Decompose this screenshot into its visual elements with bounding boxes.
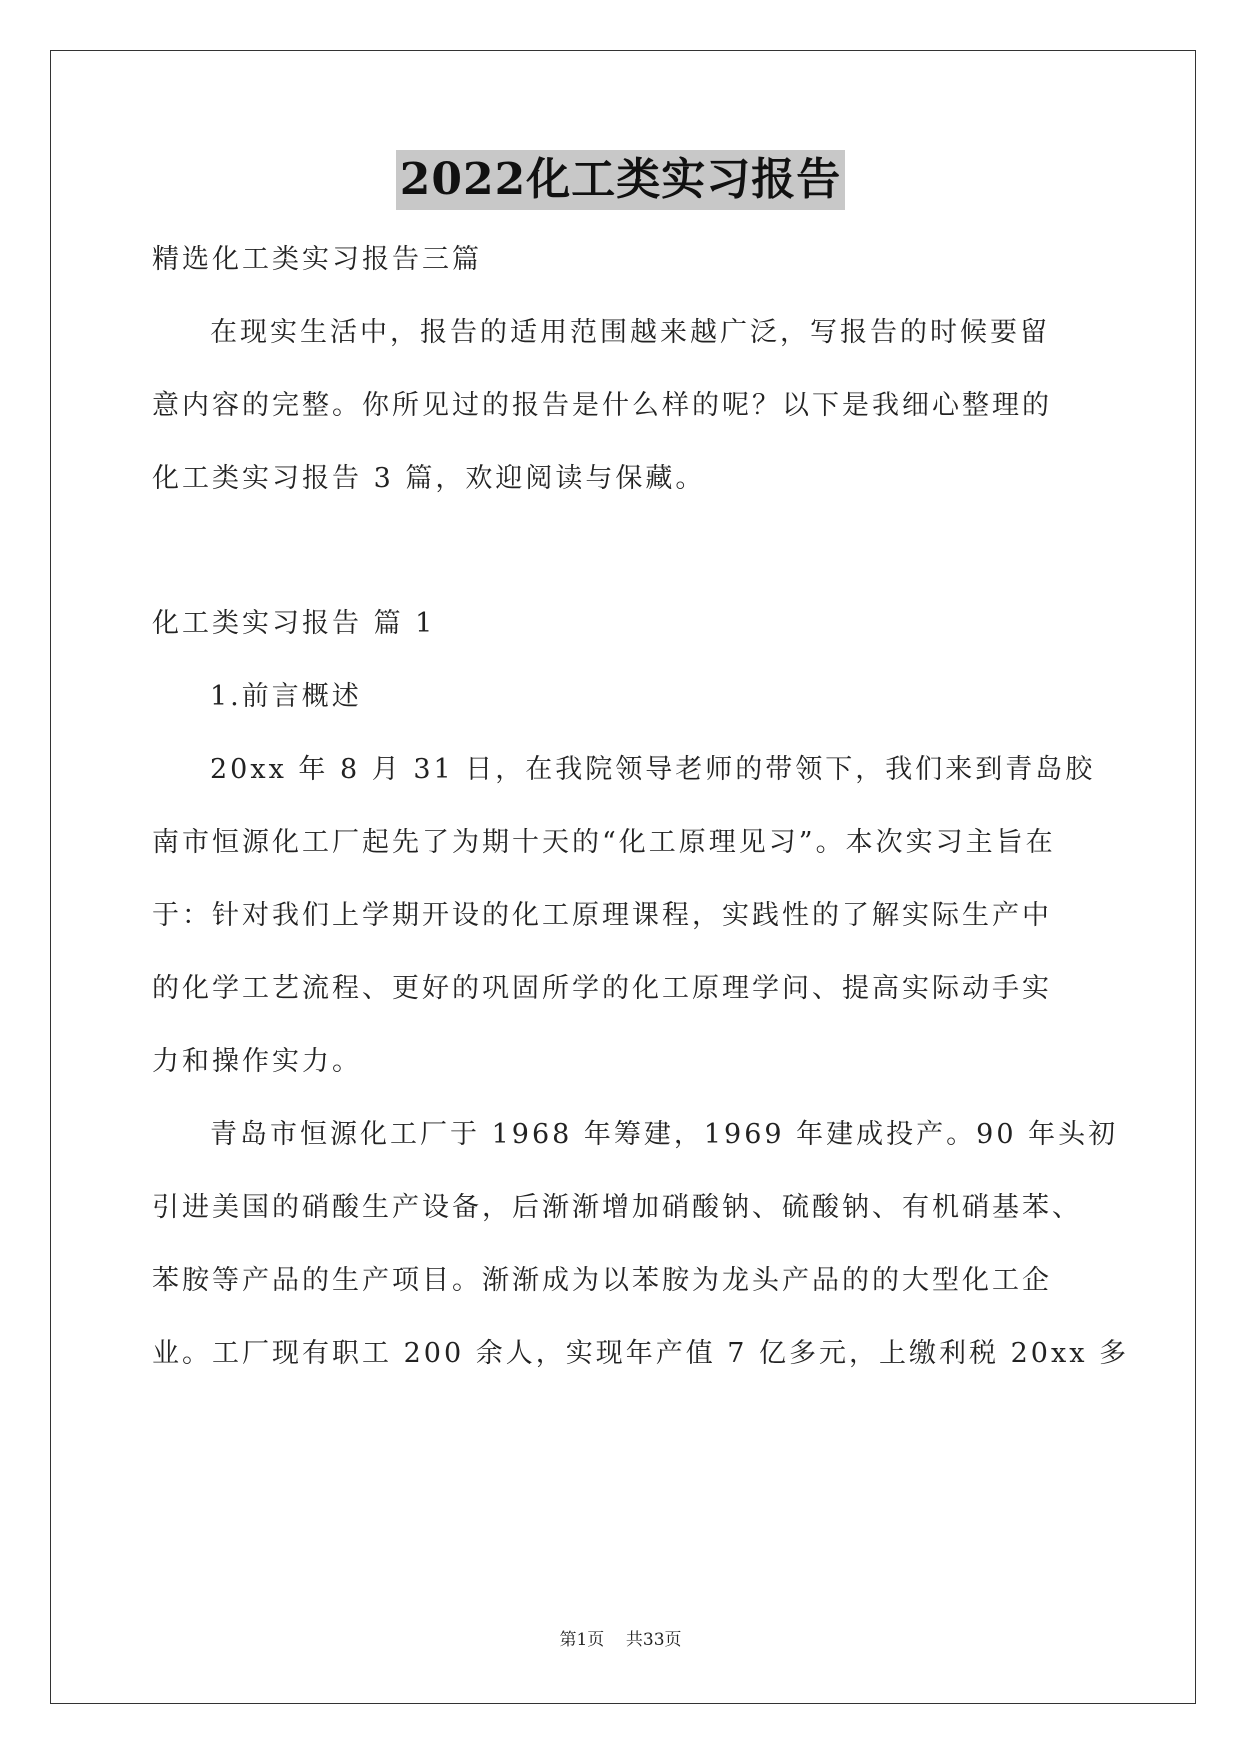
paragraph-line: 苯胺等产品的生产项目。渐渐成为以苯胺为龙头产品的的大型化工企 xyxy=(152,1265,1052,1296)
paragraph-line: 20xx 年 8 月 31 日，在我院领导老师的带领下，我们来到青岛胶 xyxy=(210,754,1096,785)
paragraph-line: 力和操作实力。 xyxy=(152,1046,362,1077)
subsection-heading: 1.前言概述 xyxy=(210,681,362,712)
paragraph-line: 化工类实习报告 3 篇，欢迎阅读与保藏。 xyxy=(152,463,706,494)
section-heading: 化工类实习报告 篇 1 xyxy=(152,608,436,639)
document-title: 2022化工类实习报告 xyxy=(396,150,845,210)
paragraph-line: 南市恒源化工厂起先了为期十天的“化工原理见习”。本次实习主旨在 xyxy=(152,827,1056,858)
paragraph-line: 意内容的完整。你所见过的报告是什么样的呢？以下是我细心整理的 xyxy=(152,390,1052,421)
title-container xyxy=(0,150,1241,210)
page-border xyxy=(50,50,1196,1704)
paragraph-line: 在现实生活中，报告的适用范围越来越广泛，写报告的时候要留 xyxy=(210,317,1050,348)
paragraph-line: 于：针对我们上学期开设的化工原理课程，实践性的了解实际生产中 xyxy=(152,900,1052,931)
subtitle-line: 精选化工类实习报告三篇 xyxy=(152,244,482,275)
paragraph-line: 引进美国的硝酸生产设备，后渐渐增加硝酸钠、硫酸钠、有机硝基苯、 xyxy=(152,1192,1082,1223)
page-number-footer: 第1页 共33页 xyxy=(559,1630,682,1650)
paragraph-line: 青岛市恒源化工厂于 1968 年筹建，1969 年建成投产。90 年头初 xyxy=(210,1119,1119,1150)
paragraph-line: 业。工厂现有职工 200 余人，实现年产值 7 亿多元，上缴利税 20xx 多 xyxy=(152,1338,1130,1369)
paragraph-line: 的化学工艺流程、更好的巩固所学的化工原理学问、提高实际动手实 xyxy=(152,973,1052,1004)
